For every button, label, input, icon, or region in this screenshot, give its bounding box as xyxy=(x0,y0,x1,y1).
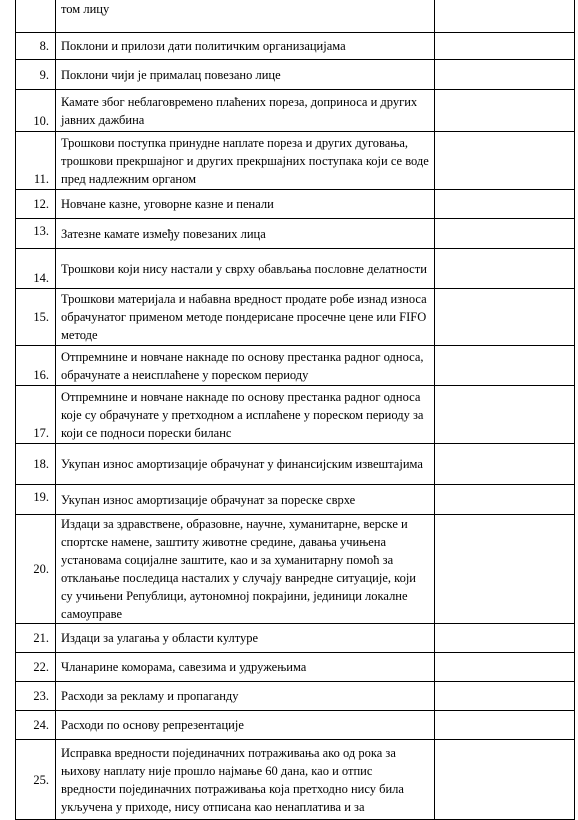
row-number: 11. xyxy=(16,132,56,190)
tax-balance-table xyxy=(15,0,575,820)
amount-cell[interactable] xyxy=(435,33,575,60)
row-description: Отпремнине и новчане накнаде по основу престанка радног односа које су обрачунате у претходном а исплаћене у пореском периоду за који се подноси порески биланс xyxy=(56,386,435,444)
row-number: 12. xyxy=(16,190,56,219)
row-description: Исправка вредности појединачних потраживања ако од рока за њихову наплату није прошло најмање 60 дана, као и отпис вредности појединачних потраживања која претходно нису била укључена у приходе, нису отписана као ненаплатива и за xyxy=(56,740,435,820)
table-row xyxy=(16,624,575,653)
table-row xyxy=(16,60,575,90)
row-number: 25. xyxy=(16,740,56,820)
table-row xyxy=(16,132,575,190)
table-row xyxy=(16,485,575,515)
amount-cell[interactable] xyxy=(435,132,575,190)
row-number: 19. xyxy=(16,485,56,515)
row-number: 16. xyxy=(16,346,56,386)
amount-cell[interactable] xyxy=(435,0,575,33)
row-number: 24. xyxy=(16,711,56,740)
table-row xyxy=(16,249,575,289)
row-description: Расходи по основу репрезентације xyxy=(56,711,435,740)
row-description: Затезне камате између повезаних лица xyxy=(56,219,435,249)
row-description: Трошкови поступка принудне наплате пореза и других дуговања, трошкови прекршајног и других прекршајних поступака који се воде пред надлежним органом xyxy=(56,132,435,190)
row-number: 20. xyxy=(16,515,56,624)
row-description: Издаци за улагања у области културе xyxy=(56,624,435,653)
table-row xyxy=(16,444,575,485)
row-number: 22. xyxy=(16,653,56,682)
amount-cell[interactable] xyxy=(435,624,575,653)
row-description: Трошкови материјала и набавна вредност продате робе изнад износа обрачунатог применом методе пондерисане просечне цене или FIFO методе xyxy=(56,289,435,346)
table-row xyxy=(16,90,575,132)
amount-cell[interactable] xyxy=(435,682,575,711)
table-row xyxy=(16,190,575,219)
amount-cell[interactable] xyxy=(435,219,575,249)
row-number: 23. xyxy=(16,682,56,711)
row-number: 13. xyxy=(16,219,56,249)
row-description: Поклони и прилози дати политичким организацијама xyxy=(56,33,435,60)
amount-cell[interactable] xyxy=(435,515,575,624)
row-number: 21. xyxy=(16,624,56,653)
row-number: 18. xyxy=(16,444,56,485)
amount-cell[interactable] xyxy=(435,444,575,485)
row-number: 8. xyxy=(16,33,56,60)
row-description: Камате због неблаговремено плаћених пореза, доприноса и других јавних дажбина xyxy=(56,90,435,132)
table-row xyxy=(16,711,575,740)
amount-cell[interactable] xyxy=(435,190,575,219)
amount-cell[interactable] xyxy=(435,711,575,740)
table-row xyxy=(16,33,575,60)
row-description: Поклони чији је прималац повезано лице xyxy=(56,60,435,90)
amount-cell[interactable] xyxy=(435,740,575,820)
amount-cell[interactable] xyxy=(435,346,575,386)
row-number xyxy=(16,0,56,33)
table-row xyxy=(16,386,575,444)
row-description: Трошкови који нису настали у сврху обављања пословне делатности xyxy=(56,249,435,289)
row-number: 9. xyxy=(16,60,56,90)
table-row xyxy=(16,740,575,820)
row-description: Укупан износ амортизације обрачунат у финансијским извештајима xyxy=(56,444,435,485)
row-number: 10. xyxy=(16,90,56,132)
amount-cell[interactable] xyxy=(435,90,575,132)
table-row xyxy=(16,515,575,624)
row-description: Отпремнине и новчане накнаде по основу престанка радног односа, обрачунате а неисплаћене у пореском периоду xyxy=(56,346,435,386)
table-row xyxy=(16,346,575,386)
row-number: 17. xyxy=(16,386,56,444)
amount-cell[interactable] xyxy=(435,485,575,515)
row-description: Издаци за здравствене, образовне, научне, хуманитарне, верске и спортске намене, заштиту животне средине, давања учињена установама социјалне заштите, као и за хуманитарну помоћ за отклањање последица насталих у случају ванредне ситуације, који су учињени Републици, аутономној покрајини, јединици локалне самоуправе xyxy=(56,515,435,624)
row-description: Расходи за рекламу и пропаганду xyxy=(56,682,435,711)
row-number: 15. xyxy=(16,289,56,346)
table-row xyxy=(16,0,575,33)
amount-cell[interactable] xyxy=(435,289,575,346)
row-description: том лицу xyxy=(56,0,435,33)
table-row xyxy=(16,653,575,682)
row-number: 14. xyxy=(16,249,56,289)
table-row xyxy=(16,219,575,249)
amount-cell[interactable] xyxy=(435,386,575,444)
amount-cell[interactable] xyxy=(435,60,575,90)
amount-cell[interactable] xyxy=(435,653,575,682)
row-description: Чланарине коморама, савезима и удружењима xyxy=(56,653,435,682)
amount-cell[interactable] xyxy=(435,249,575,289)
table-row xyxy=(16,682,575,711)
table-row xyxy=(16,289,575,346)
row-description: Новчане казне, уговорне казне и пенали xyxy=(56,190,435,219)
row-description: Укупан износ амортизације обрачунат за пореске сврхе xyxy=(56,485,435,515)
